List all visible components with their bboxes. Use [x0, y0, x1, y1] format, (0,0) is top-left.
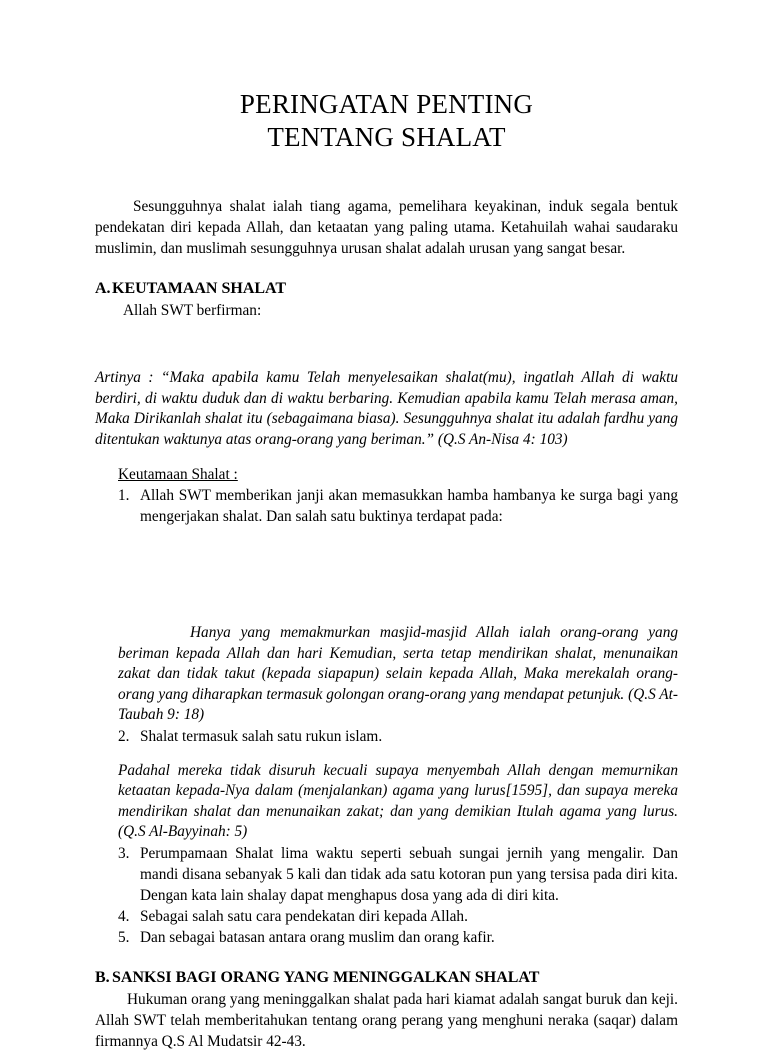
- section-letter-b: B.: [95, 968, 110, 986]
- keutamaan-list-part-3: [95, 843, 678, 948]
- list-item-text: Dan sebagai batasan antara orang muslim dan orang kafir.: [140, 928, 495, 946]
- section-heading-a: [95, 259, 678, 300]
- list-item-number: 1.: [118, 487, 130, 504]
- section-a-intro-line: Allah SWT berfirman:: [123, 302, 262, 319]
- list-item-number: 5.: [118, 928, 130, 946]
- list-item-number: 4.: [118, 907, 130, 925]
- spacer: [95, 747, 678, 761]
- translation-an-nisa: Artinya : “Maka apabila kamu Telah menyelesaikan shalat(mu), ingatlah Allah di waktu berdiri, di waktu duduk dan di waktu berbaring. Kemudian apabila kamu Telah merasa aman, Maka Dirikanlah shalat itu (sebagaimana biasa). Sesungguhnya shalat itu adalah fardhu yang ditentukan waktunya atas orang-orang yang beriman.” (Q.S An-Nisa 4: 103): [95, 369, 678, 448]
- list-item-text: Perumpamaan Shalat lima waktu seperti sebuah sungai jernih yang mengalir. Dan mandi disana sebanyak 5 kali dan tidak ada satu kotoran pun yang tersisa pada diri kita. Dengan kata lain shalay dapat menghapus dosa yang ada di diri kita.: [140, 844, 678, 904]
- list-item: [95, 485, 678, 527]
- quote-at-taubah: Hanya yang memakmurkan masjid-masjid Allah ialah orang-orang yang beriman kepada Allah dan hari Kemudian, serta tetap mendirikan shalat, menunaikan zakat dan tidak takut (kepada siapapun) selain kepada Allah, Maka merekalah orang-orang yang diharapkan termasuk golongan orang-orang yang mendapat petunjuk. (Q.S At-Taubah 9: 18): [118, 624, 678, 723]
- intro-paragraph: Sesungguhnya shalat ialah tiang agama, pemelihara keyakinan, induk segala bentuk pendekatan diri kepada Allah, dan ketaatan yang paling utama. Ketahuilah wahai saudaraku muslimin, dan muslimah sesungguhnya urusan shalat adalah urusan yang sangat besar.: [95, 198, 678, 257]
- keutamaan-list-part-2: [95, 726, 678, 747]
- list-item-text: Shalat termasuk salah satu rukun islam.: [140, 727, 383, 745]
- section-letter-a: A.: [95, 280, 111, 297]
- page-title-line-2: TENTANG SHALAT: [267, 122, 506, 152]
- keutamaan-list-part-1: [95, 485, 678, 527]
- list-item: [95, 726, 678, 747]
- section-heading-b: [95, 948, 678, 989]
- list-item: [95, 843, 678, 906]
- page-title-line-1: PERINGATAN PENTING: [239, 89, 534, 119]
- list-item: [95, 906, 678, 927]
- section-title-b: SANKSI BAGI ORANG YANG MENINGGALKAN SHALAT: [112, 968, 540, 986]
- keutamaan-shalat-label-text: Keutamaan Shalat :: [118, 466, 238, 483]
- section-b-body: Hukuman orang yang meninggalkan shalat pada hari kiamat adalah sangat buruk dan keji. Allah SWT telah memberitahukan tentang orang perang yang menghuni neraka (saqar) dalam firmannya Q.S Al Mudatsir 42-43.: [95, 990, 678, 1050]
- arabic-verse-gap-2: [95, 527, 678, 623]
- document-content: [95, 0, 678, 1052]
- quote-al-bayyinah: Padahal mereka tidak disuruh kecuali supaya menyembah Allah dengan memurnikan ketaatan kepada-Nya dalam (menjalankan) agama yang lurus[1595], dan supaya mereka mendirikan shalat dan menunaikan zakat; dan yang demikian Itulah agama yang lurus. (Q.S Al-Bayyinah: 5): [118, 761, 678, 840]
- list-item-number: 3.: [118, 844, 130, 862]
- arabic-verse-gap-1: [95, 321, 678, 365]
- list-item-number: 2.: [118, 727, 130, 745]
- section-title-a: KEUTAMAAN SHALAT: [112, 280, 287, 297]
- list-item: [95, 927, 678, 948]
- page-title: [95, 0, 678, 154]
- list-item-text: Sebagai salah satu cara pendekatan diri kepada Allah.: [140, 907, 468, 925]
- keutamaan-shalat-label: [95, 450, 678, 485]
- list-item-text: Allah SWT memberikan janji akan memasukkan hamba hambanya ke surga bagi yang mengerjakan shalat. Dan salah satu buktinya terdapat pada:: [140, 487, 678, 525]
